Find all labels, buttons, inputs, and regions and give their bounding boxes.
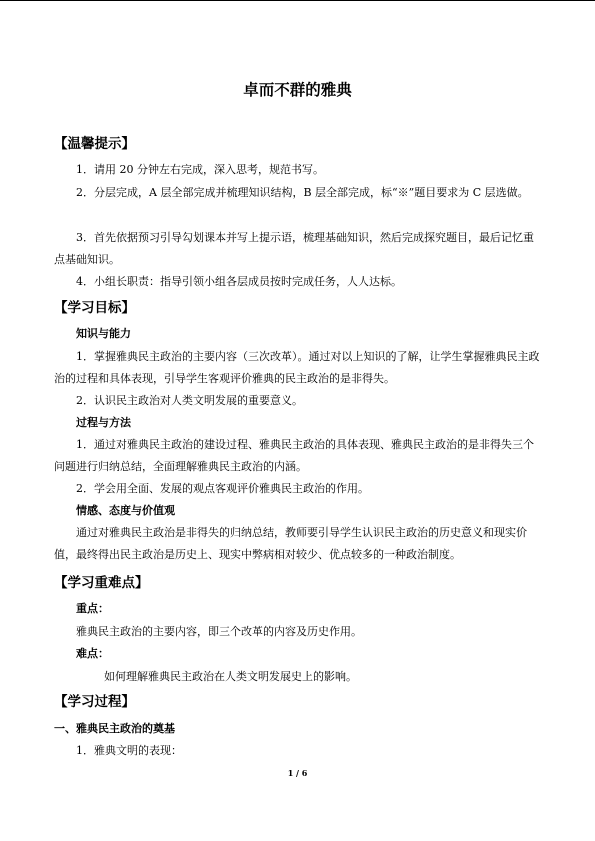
process-subtitle: 过程与方法: [76, 416, 131, 429]
knowledge-subtitle: 知识与能力: [76, 327, 131, 340]
process-heading: 【学习过程】: [54, 694, 135, 710]
goals-heading: 【学习目标】: [54, 300, 135, 316]
focus-label: 重点：: [76, 602, 109, 615]
page-title: 卓而不群的雅典: [243, 81, 352, 99]
knowledge-item-2: 2．认识民主政治对人类文明发展的重要意义。: [76, 394, 303, 407]
tips-item-4: 4．小组长职责：指导引领小组各层成员按时完成任务，人人达标。: [76, 275, 402, 288]
process-item-2: 2．学会用全面、发展的观点客观评价雅典民主政治的作用。: [76, 482, 369, 495]
part1-item-1: 1．雅典文明的表现：: [76, 744, 182, 757]
page-number: 1 / 6: [287, 768, 308, 778]
tips-item-2: 2．分层完成，A 层全部完成并梳理知识结构，B 层全部完成，标“※”题目要求为 C 层选做。: [76, 186, 529, 199]
emotion-text: 通过对雅典民主政治是非得失的归纳总结，教师要引导学生认识民主政治的历史意义和现实价值，最终得出民主政治是历史上、现实中弊病相对较少、优点较多的一种政治制度。: [54, 526, 527, 561]
knowledge-item-1: 1．掌握雅典民主政治的主要内容（三次改革）。通过对以上知识的了解，让学生掌握雅典民主政治的过程和具体表现，引导学生客观评价雅典的民主政治的是非得失。: [54, 350, 540, 385]
tips-item-3: 3．首先依据预习引导勾划课本并写上提示语，梳理基础知识，然后完成探究题目，最后记忆重点基础知识。: [54, 231, 534, 266]
part1-title: 一、雅典民主政治的奠基: [54, 722, 175, 735]
tips-heading: 【温馨提示】: [54, 136, 135, 152]
difficulty-label: 难点：: [76, 647, 109, 660]
difficulty-text: 如何理解雅典民主政治在人类文明发展史上的影响。: [104, 670, 357, 683]
focus-text: 雅典民主政治的主要内容，即三个改革的内容及历史作用。: [76, 625, 362, 638]
emotion-subtitle: 情感、态度与价值观: [76, 504, 175, 517]
process-item-1: 1．通过对雅典民主政治的建设过程、雅典民主政治的具体表现、雅典民主政治的是非得失三个问题进行归纳总结，全面理解雅典民主政治的内涵。: [54, 438, 534, 473]
tips-item-1: 1．请用 20 分钟左右完成，深入思考，规范书写。: [76, 163, 324, 176]
key-heading: 【学习重难点】: [54, 575, 149, 591]
